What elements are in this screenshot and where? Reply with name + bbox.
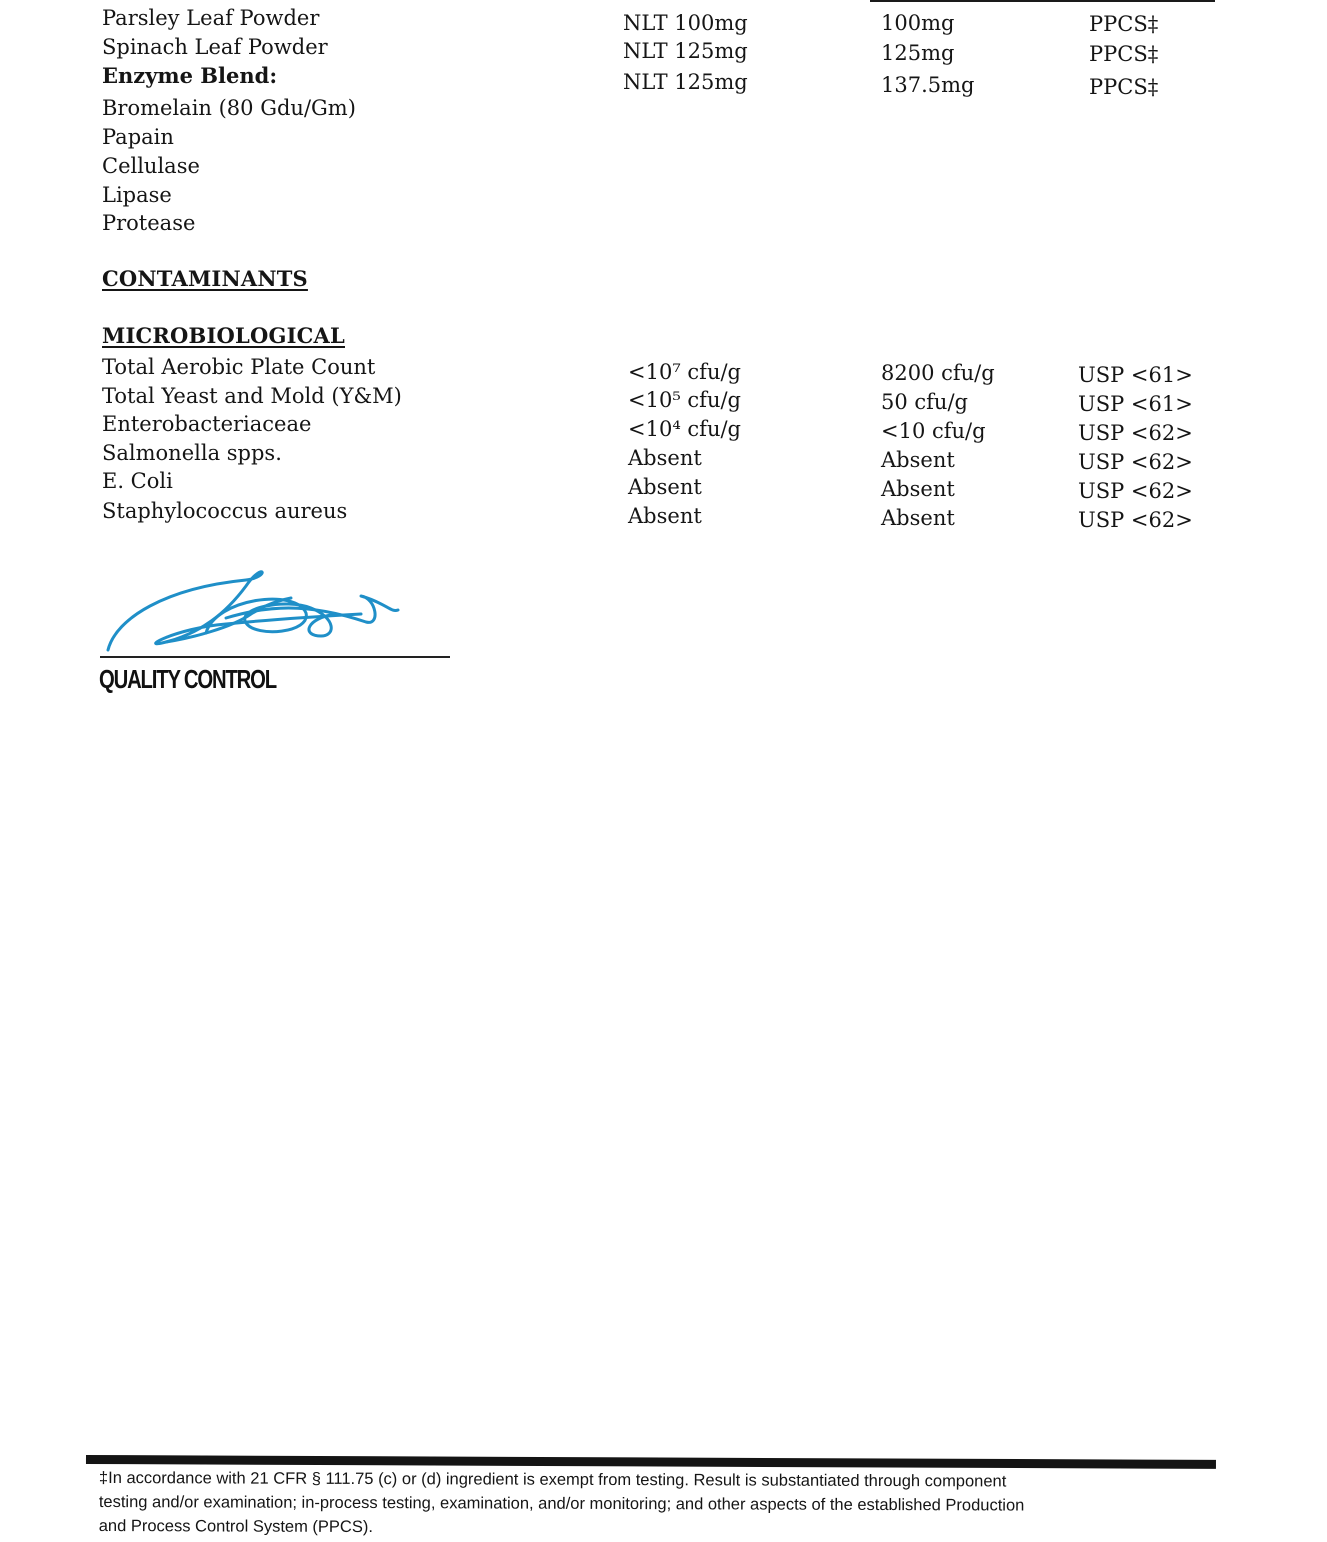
- method: PPCS‡: [1089, 75, 1159, 99]
- table-row: [0, 352, 1327, 387]
- ingredient-name: Enzyme Blend:: [102, 63, 278, 88]
- test-name: Total Yeast and Mold (Y&M): [102, 384, 402, 408]
- table-row: [0, 438, 1327, 474]
- microbiological-heading: MICROBIOLOGICAL: [102, 323, 345, 348]
- test-name: Salmonella spps.: [102, 441, 282, 465]
- specification: NLT 125mg: [623, 39, 748, 63]
- table-row: [0, 409, 1327, 445]
- table-row: [0, 180, 1327, 210]
- signature-line: [100, 656, 450, 658]
- method: USP <61>: [1078, 392, 1193, 416]
- result: Absent: [881, 448, 955, 472]
- method: USP <62>: [1078, 508, 1193, 532]
- specification: <10⁷ cfu/g: [628, 360, 741, 384]
- table-row: [0, 32, 1327, 66]
- result: 137.5mg: [881, 73, 975, 97]
- footnote-line: and Process Control System (PPCS).: [98, 1516, 373, 1537]
- result: 125mg: [881, 41, 955, 65]
- specification: Absent: [628, 504, 702, 528]
- method: USP <61>: [1078, 363, 1193, 387]
- specification: Absent: [628, 446, 702, 470]
- result: Absent: [881, 506, 955, 530]
- contaminants-heading: CONTAMINANTS: [102, 266, 308, 291]
- result: 8200 cfu/g: [881, 361, 995, 385]
- specification: <10⁵ cfu/g: [628, 388, 741, 412]
- result: <10 cfu/g: [881, 419, 986, 443]
- test-name: Staphylococcus aureus: [102, 499, 348, 523]
- result: 100mg: [881, 11, 955, 35]
- ingredient-name: Papain: [102, 125, 174, 149]
- specification: Absent: [628, 475, 702, 499]
- method: USP <62>: [1078, 479, 1193, 503]
- table-row: [0, 496, 1327, 532]
- specification: <10⁴ cfu/g: [628, 417, 741, 441]
- footnote-line: ‡In accordance with 21 CFR § 111.75 (c) or (d) ingredient is exempt from testing. Result is substantiated through component: [98, 1469, 1007, 1491]
- footnote: [99, 1466, 1209, 1542]
- ingredient-name: Lipase: [102, 183, 172, 207]
- method: USP <62>: [1078, 421, 1193, 445]
- ingredient-name: Bromelain (80 Gdu/Gm): [102, 96, 356, 120]
- table-row: [0, 122, 1327, 152]
- method: USP <62>: [1078, 450, 1193, 474]
- ingredient-name: Spinach Leaf Powder: [102, 35, 328, 59]
- test-name: Enterobacteriaceae: [102, 412, 312, 436]
- method: PPCS‡: [1089, 12, 1159, 36]
- table-row: [0, 466, 1327, 503]
- test-name: E. Coli: [102, 469, 173, 493]
- footnote-line: testing and/or examination; in-process testing, examination, and/or monitoring; and other aspects of the established Production: [98, 1492, 1025, 1515]
- table-row: [0, 3, 1327, 36]
- table-row: [0, 151, 1327, 181]
- signature: [96, 558, 416, 658]
- result: Absent: [881, 477, 955, 501]
- result: 50 cfu/g: [881, 390, 968, 414]
- quality-control-label: QUALITY CONTROL: [99, 664, 276, 694]
- ingredient-name: Protease: [102, 211, 196, 235]
- table-row: [0, 381, 1327, 416]
- table-row: [0, 93, 1327, 123]
- method: PPCS‡: [1089, 42, 1159, 66]
- specification: NLT 100mg: [623, 11, 748, 35]
- specification: NLT 125mg: [623, 70, 748, 94]
- table-row: [0, 61, 1327, 99]
- table-row: [0, 208, 1327, 238]
- ingredient-name: Cellulase: [102, 154, 200, 178]
- top-divider: [870, 0, 1215, 2]
- ingredient-name: Parsley Leaf Powder: [102, 6, 320, 30]
- test-name: Total Aerobic Plate Count: [102, 355, 376, 379]
